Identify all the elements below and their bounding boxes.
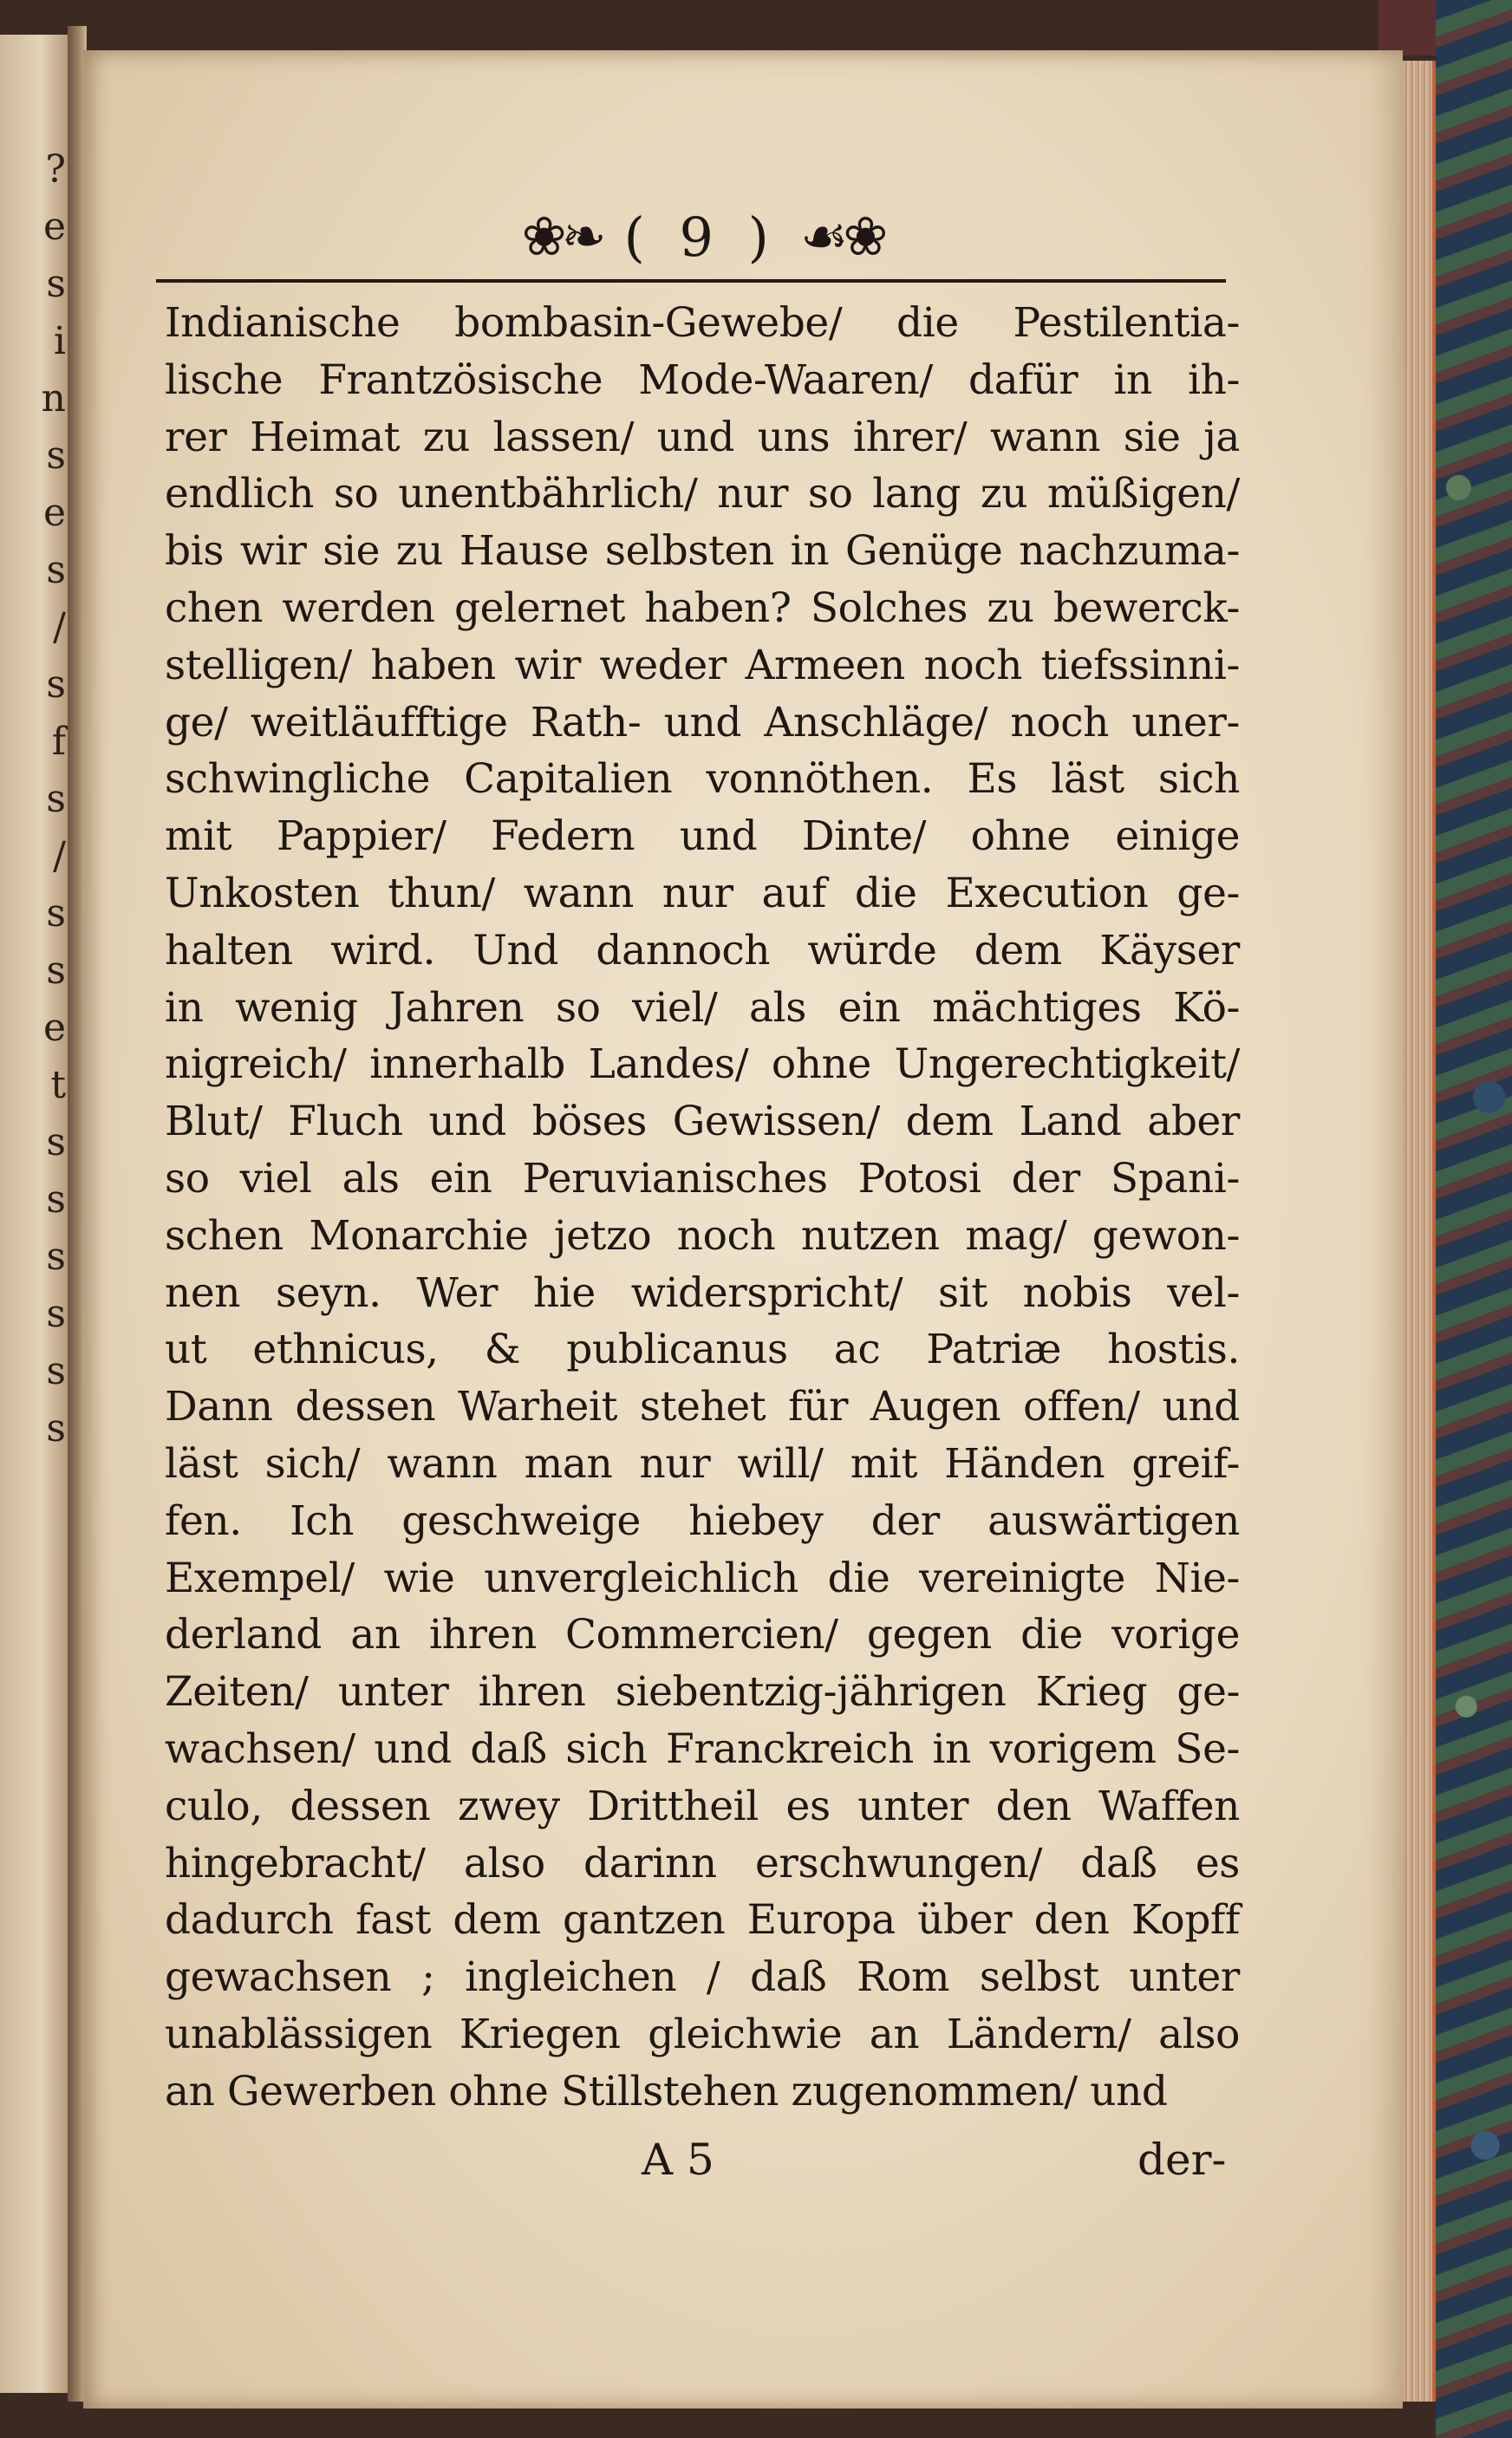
page-edges bbox=[1403, 61, 1436, 2402]
left-page-fragment: / bbox=[53, 834, 66, 878]
left-page-fragment: s bbox=[46, 891, 66, 935]
text-line: Zeiten/ unter ihren siebentzig-jährigen Krieg ge- bbox=[165, 1668, 1240, 1717]
header-rule bbox=[156, 279, 1226, 283]
text-line: unablässigen Kriegen gleichwie an Ländern/ also bbox=[165, 2010, 1240, 2058]
catchword: der- bbox=[1137, 2135, 1227, 2185]
left-page-fragment: i bbox=[53, 319, 66, 363]
text-line: ut ethnicus, & publicanus ac Patriæ hostis. bbox=[165, 1326, 1240, 1374]
left-page-fragment: f bbox=[51, 720, 66, 764]
left-page-fragment: e bbox=[42, 491, 66, 535]
left-page-fragment: s bbox=[46, 1120, 66, 1164]
text-line: Unkosten thun/ wann nur auf die Execution ge- bbox=[165, 869, 1240, 917]
text-line: lische Frantzösische Mode-Waaren/ dafür in ih- bbox=[165, 355, 1240, 404]
left-page-fragment: / bbox=[53, 605, 66, 649]
text-line: schwingliche Capitalien vonnöthen. Es läst sich bbox=[165, 755, 1240, 804]
ornament-right-icon: ☙❀ bbox=[799, 205, 883, 268]
left-page-fragment: t bbox=[50, 1063, 66, 1107]
body-text bbox=[165, 295, 1240, 2121]
text-line: fen. Ich geschweige hiebey der auswärtigen bbox=[165, 1496, 1240, 1545]
text-line: in wenig Jahren so viel/ als ein mächtiges Kö- bbox=[165, 983, 1240, 1032]
marbled-cover bbox=[1436, 0, 1512, 2438]
text-line: gewachsen ; ingleichen / daß Rom selbst unter bbox=[165, 1953, 1240, 2002]
text-line: endlich so unentbährlich/ nur so lang zu müßigen/ bbox=[165, 470, 1240, 518]
left-page-fragment: s bbox=[46, 1406, 66, 1450]
left-page-fragment: s bbox=[46, 548, 66, 592]
left-page-fragment: s bbox=[46, 777, 66, 821]
left-facing-page bbox=[0, 35, 68, 2393]
left-page-fragment: s bbox=[46, 662, 66, 707]
text-line: so viel als ein Peruvianisches Potosi der Spani- bbox=[165, 1154, 1240, 1203]
text-line: Indianische bombasin-Gewebe/ die Pestilentia- bbox=[165, 299, 1240, 347]
text-line: rer Heimat zu lassen/ und uns ihrer/ wann sie ja bbox=[165, 413, 1240, 461]
text-line: halten wird. Und dannoch würde dem Käyser bbox=[165, 926, 1240, 975]
left-page-fragment: s bbox=[46, 948, 66, 993]
left-page-fragment: ? bbox=[45, 147, 66, 192]
left-page-fragment: s bbox=[46, 433, 66, 478]
signature-mark: A 5 bbox=[642, 2135, 714, 2185]
text-line: hingebracht/ also darinn erschwungen/ daß es bbox=[165, 1839, 1240, 1887]
text-line: culo, dessen zwey Drittheil es unter den Waffen bbox=[165, 1782, 1240, 1830]
text-line: schen Monarchie jetzo noch nutzen mag/ gewon- bbox=[165, 1211, 1240, 1260]
left-page-fragment: s bbox=[46, 1349, 66, 1393]
text-line: bis wir sie zu Hause selbsten in Genüge nachzuma- bbox=[165, 527, 1240, 576]
text-line: dadurch fast dem gantzen Europa über den Kopff bbox=[165, 1896, 1240, 1945]
text-line: nigreich/ innerhalb Landes/ ohne Ungerechtigkeit/ bbox=[165, 1040, 1240, 1089]
left-page-fragment: s bbox=[46, 1177, 66, 1222]
left-page-fragment: s bbox=[46, 262, 66, 306]
text-line: wachsen/ und daß sich Franckreich in vorigem Se- bbox=[165, 1724, 1240, 1773]
text-line: mit Pappier/ Federn und Dinte/ ohne einige bbox=[165, 812, 1240, 861]
text-line: stelligen/ haben wir weder Armeen noch tiefssinni- bbox=[165, 641, 1240, 689]
text-line: läst sich/ wann man nur will/ mit Händen greif- bbox=[165, 1439, 1240, 1488]
text-line: derland an ihren Commercien/ gegen die vorige bbox=[165, 1611, 1240, 1659]
left-page-fragment: e bbox=[42, 1006, 66, 1050]
left-page-fragment: s bbox=[46, 1292, 66, 1336]
ornament-left-icon: ❀❧ bbox=[521, 205, 602, 268]
text-line: an Gewerben ohne Stillstehen zugenommen/ und bbox=[165, 2067, 1168, 2115]
text-line: Blut/ Fluch und böses Gewissen/ dem Land aber bbox=[165, 1098, 1240, 1146]
page-number: ( 9 ) bbox=[623, 205, 778, 269]
text-line: Dann dessen Warheit stehet für Augen offen/ und bbox=[165, 1383, 1240, 1431]
left-page-fragment: e bbox=[42, 205, 66, 249]
text-line: nen seyn. Wer hie widerspricht/ sit nobis vel- bbox=[165, 1268, 1240, 1317]
left-page-fragment: s bbox=[46, 1235, 66, 1279]
text-line: chen werden gelernet haben? Solches zu bewerck- bbox=[165, 583, 1240, 632]
text-line: Exempel/ wie unvergleichlich die vereinigte Nie- bbox=[165, 1554, 1240, 1602]
text-line: ge/ weitläufftige Rath- und Anschläge/ noch uner- bbox=[165, 698, 1240, 746]
running-head bbox=[486, 198, 919, 276]
left-page-fragment: n bbox=[41, 376, 66, 420]
